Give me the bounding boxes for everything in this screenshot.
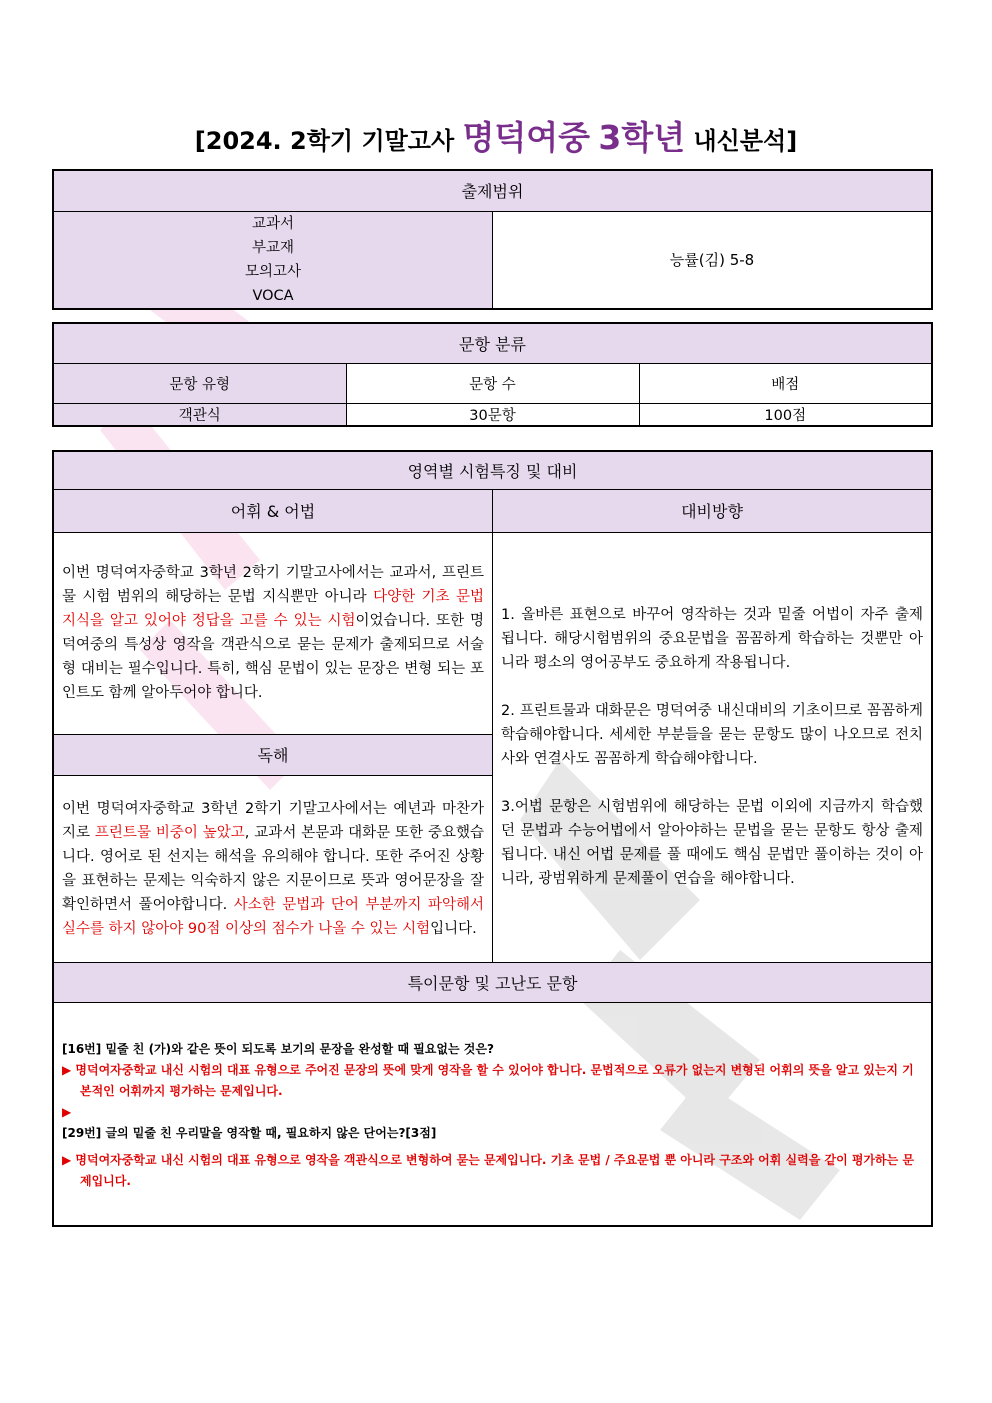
vocab-header: 어휘 & 어법 [53, 489, 493, 532]
column-count: 문항 수 [346, 363, 639, 403]
title-suffix: 내신분석] [693, 127, 798, 155]
row-count: 30문항 [346, 403, 639, 426]
special-analysis: ▶ 명덕여자중학교 내신 시험의 대표 유형으로 영작을 객관식으로 변형하여 묻는 문제입니다. 기초 문법 / 주요문법 뿐 아니라 구조와 어휘 실력을 같이 평가하는 문제입니다. [62, 1152, 914, 1188]
reading-text-highlight-2: 사소한 문법과 단어 부분까지 파악해서 실수를 하지 않아야 90점 이상의 점수가 나올 수 있는 시험 [62, 896, 484, 937]
scope-value: 능률(김) 5-8 [493, 211, 933, 309]
column-type: 문항 유형 [53, 363, 346, 403]
scope-labels [53, 211, 493, 309]
prep-item: 2. 프린트물과 대화문은 명덕여중 내신대비의 기초이므로 꼼꼼하게 학습해야합니다. 세세한 부분들을 묻는 문항도 많이 나오므로 전치사와 연결사도 꼼꼼하게 학습해야합니다. [501, 703, 923, 767]
special-cell [53, 1002, 932, 1226]
special-question: [16번] 밑줄 친 (가)와 같은 뜻이 되도록 보기의 문장을 완성할 때 필요없는 것은? [62, 1041, 494, 1056]
prep-item: 3.어법 문항은 시험범위에 해당하는 문법 이외에 지금까지 학습했던 문법과 수능어법에서 알아야하는 문법을 묻는 문항도 항상 출제됩니다. 내신 어법 문제를 풀 때에도 핵심 문법만 풀이하는 것이 아니라, 광범위하게 문제풀이 연습을 해야합니다. [501, 799, 923, 887]
vocab-text-1: 이번 명덕여자중학교 3학년 2학기 기말고사에서는 교과서, 프린트물 시험 범위의 해당하는 문법 지식뿐만 아니라 [62, 565, 484, 605]
features-header: 영역별 시험특징 및 대비 [53, 451, 932, 489]
prep-text [493, 603, 931, 891]
vocab-cell [53, 532, 493, 734]
reading-text-3: 입니다. [430, 920, 477, 937]
reading-header: 독해 [53, 734, 493, 775]
scope-header: 출제범위 [53, 170, 932, 211]
features-table [52, 450, 933, 1227]
page-title [0, 112, 992, 159]
vocab-text-2: 이었습니다. 또한 명덕여중의 특성상 영작을 객관식으로 묻는 문제가 출제되므로 서술형 대비는 필수입니다. 특히, 핵심 문법이 있는 문장은 변형 되는 포인트도 함께 알아두어야 합니다. [62, 613, 485, 701]
prep-item: 1. 올바른 표현으로 바꾸어 영작하는 것과 밑줄 어법이 자주 출제 됩니다. 해당시험범위의 중요문법을 꼼꼼하게 학습하는 것뿐만 아니라 평소의 영어공부도 중요하게 작용됩니다. [501, 607, 923, 671]
reading-text-1: 이번 명덕여자중학교 3학년 2학기 기말고사에서는 예년과 마찬가지로 [62, 800, 484, 841]
special-analysis: ▶ 명덕여자중학교 내신 시험의 대표 유형으로 주어진 문장의 뜻에 맞게 영작을 할 수 있어야 합니다. 문법적으로 오류가 없는지 변형된 어휘의 뜻을 알고 있는지 기본적인 어휘까지 평가하는 문제입니다. [62, 1062, 914, 1098]
classification-table [52, 322, 933, 427]
prep-cell [493, 532, 933, 962]
column-score: 배점 [639, 363, 932, 403]
scope-label: 부교재 [251, 239, 295, 256]
title-prefix: [2024. 2학기 기말고사 [194, 127, 455, 155]
reading-text-highlight-1: 프린트물 비중이 높았고 [94, 824, 245, 841]
row-score: 100점 [639, 403, 932, 426]
scope-label: VOCA [252, 287, 294, 304]
special-analysis: ▶ [62, 1104, 72, 1119]
vocab-text-highlight: 다양한 기초 문법 지식을 알고 있어야 정답을 고를 수 있는 시험 [62, 589, 484, 629]
title-school: 명덕여중 [462, 118, 591, 157]
row-type: 객관식 [53, 403, 346, 426]
special-question: [29번] 글의 밑줄 친 우리말을 영작할 때, 필요하지 않은 단어는?[3점] [62, 1125, 437, 1140]
special-list [54, 1039, 931, 1192]
reading-cell [53, 775, 493, 962]
prep-header: 대비방향 [493, 489, 933, 532]
scope-label: 모의고사 [244, 263, 302, 280]
title-grade: 3학년 [598, 118, 686, 157]
classification-header: 문항 분류 [53, 323, 932, 363]
vocab-text [54, 561, 492, 705]
scope-label: 교과서 [251, 215, 295, 232]
reading-text [54, 797, 492, 941]
scope-table [52, 169, 933, 310]
reading-text-2: , 교과서 본문과 대화문 또한 중요했습니다. 영어로 된 선지는 해석을 유의해야 합니다. 또한 주어진 상황을 표현하는 문제는 익숙하지 않은 지문이므로 뜻과 영어문장을 잘 확인하면서 풀어야합니다. [62, 824, 485, 913]
special-header: 특이문항 및 고난도 문항 [53, 962, 932, 1002]
